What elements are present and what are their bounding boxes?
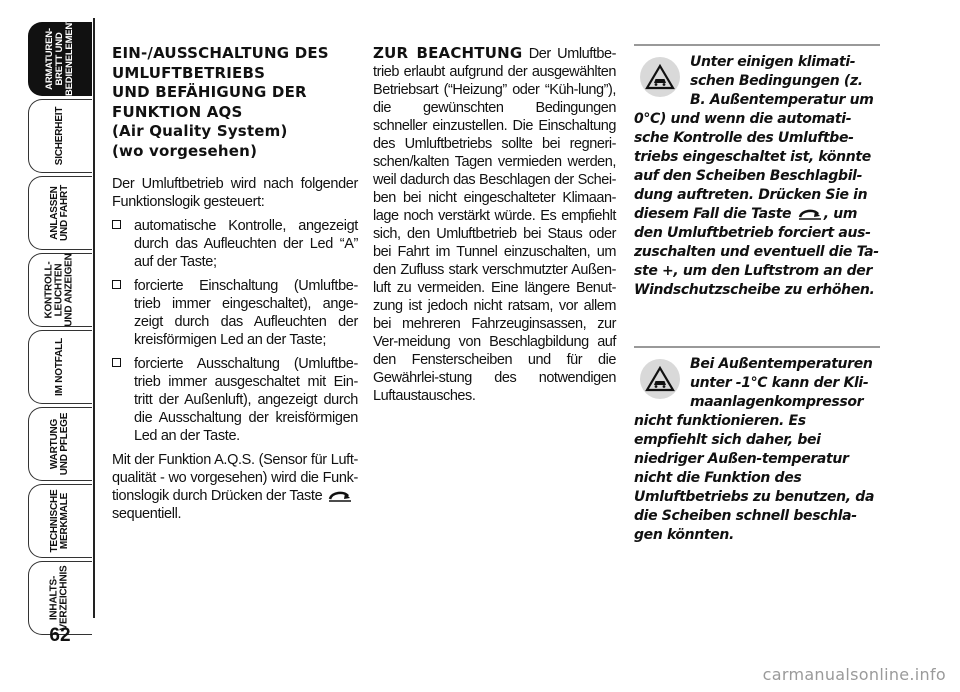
recirculation-icon	[798, 208, 822, 220]
tab-label: ARMATUREN- BRETT UND BEDIENELEMENTE	[44, 11, 75, 96]
tab-inhaltsverzeichnis[interactable]	[28, 561, 92, 635]
list-item: automatische Kontrolle, angezeigt durch das Aufleuchten der Led “A” auf der Taste;	[112, 217, 358, 271]
warning-box-1	[634, 44, 880, 300]
checkbox-bullet-icon	[112, 220, 121, 229]
checkbox-bullet-icon	[112, 280, 121, 289]
tab-im-notfall[interactable]	[28, 330, 92, 404]
recirculation-icon	[328, 490, 352, 502]
section-outro: Mit der Funktion A.Q.S. (Sensor für Luft-qualität - wo vorgesehen) wird die Funk-tionslogik durch Drücken der Taste sequentiell.	[112, 452, 358, 522]
note-paragraph: ZUR BEACHTUNG Der Umluftbe-trieb erlaubt aufgrund der ausgewählten Betriebsart (“Heizung” oder “Küh-lung”), die gewünschten Bedingungen schneller einzustellen. Die Einschaltung des Umluftbetriebs sollte bei regneri-schen/kalten Tagen vermieden werden, weil dadurch das Beschlagen der Schei-ben bei nicht eingeschalteter Klimaan-lage noch verstärkt würde. Es empfiehlt sich, den Umluftbetrieb bei Staus oder bei Fahrt im Tunnel einzuschalten, um den Zufluss stark verschmutzter Außen-luft zu vermeiden. Eine längere Benut-zung ist jedoch nicht ratsam, vor allem bei mehreren Fahrzeuginsassen, zur Ver-meidung von Beschlagbildung auf den Fensterscheiben und für die Gewährlei-stung des notwendigen Luftaustausches.	[373, 44, 616, 404]
tab-label: SICHERHEIT	[54, 106, 65, 166]
tab-armaturenbrett[interactable]	[28, 11, 92, 96]
warning-box-2	[634, 346, 880, 545]
tab-technische-merkmale[interactable]	[28, 484, 92, 558]
watermark: carmanualsonline.info	[762, 665, 946, 684]
warning-rule	[634, 346, 880, 348]
warning-rule	[634, 44, 880, 46]
tab-kontrollleuchten[interactable]	[28, 253, 92, 327]
tab-label: INHALTS- VERZEICHNIS	[49, 565, 71, 631]
section-heading: EIN-/AUSSCHALTUNG DES UMLUFTBETRIEBS UND BEFÄHIGUNG DER FUNKTION AQS (Air Quality System) (wo vorgesehen)	[112, 44, 329, 160]
tab-anlassen[interactable]	[28, 176, 92, 250]
warning-triangle-icon	[640, 57, 680, 97]
tab-label: KONTROLL- LEUCHTEN UND ANZEIGEN	[44, 253, 75, 327]
section-column	[112, 44, 358, 523]
tab-wartung[interactable]	[28, 407, 92, 481]
mode-list	[112, 217, 358, 445]
section-intro: Der Umluftbetrieb wird nach folgender Funktionslogik gesteuert:	[112, 176, 358, 210]
tab-label: IM NOTFALL	[54, 338, 65, 396]
warning-triangle-icon	[640, 359, 680, 399]
list-item: forcierte Ausschaltung (Umluftbe-trieb immer ausgeschaltet mit Ein-tritt der Außenluft), angezeigt durch die Ausschaltung der kreisförmigen Led an der Taste.	[112, 355, 358, 445]
page-number: 62	[49, 625, 71, 646]
tab-sicherheit[interactable]	[28, 99, 92, 173]
tab-label: ANLASSEN UND FAHRT	[49, 185, 70, 241]
warning-text: Unter einigen klimati-schen Bedingungen (z. B. Außentemperatur um 0°C) und wenn die automati-sche Kontrolle des Umluftbe-triebs eingeschaltet ist, könnte auf den Scheiben Beschlagbil-dung auftreten. Drücken Sie in diesem Fall die Taste , um den Umluftbetrieb forciert aus-zuschalten und eventuell die Ta-ste +, um den Luftstrom an der Windschutzscheibe zu erhöhen.	[634, 54, 879, 298]
tab-spine	[93, 18, 95, 618]
note-column	[373, 44, 616, 405]
chapter-tabs	[0, 0, 96, 692]
note-lead: ZUR BEACHTUNG	[373, 44, 523, 62]
list-item: forcierte Einschaltung (Umluftbe-trieb immer eingeschaltet), ange-zeigt durch das Aufleuchten der kreisförmigen Led an der Taste;	[112, 277, 358, 349]
tab-label: WARTUNG UND PFLEGE	[49, 412, 70, 476]
tab-label: TECHNISCHE MERKMALE	[49, 489, 70, 553]
warning-text: Bei Außentemperaturen unter -1°C kann der Kli-maanlagenkompressor nicht funktionieren. Es empfiehlt sich daher, bei niedriger Außen-temperatur nicht die Funktion des Umluftbetriebs zu benutzen, da die Scheiben schnell beschla-gen könnten.	[634, 356, 875, 543]
checkbox-bullet-icon	[112, 358, 121, 367]
